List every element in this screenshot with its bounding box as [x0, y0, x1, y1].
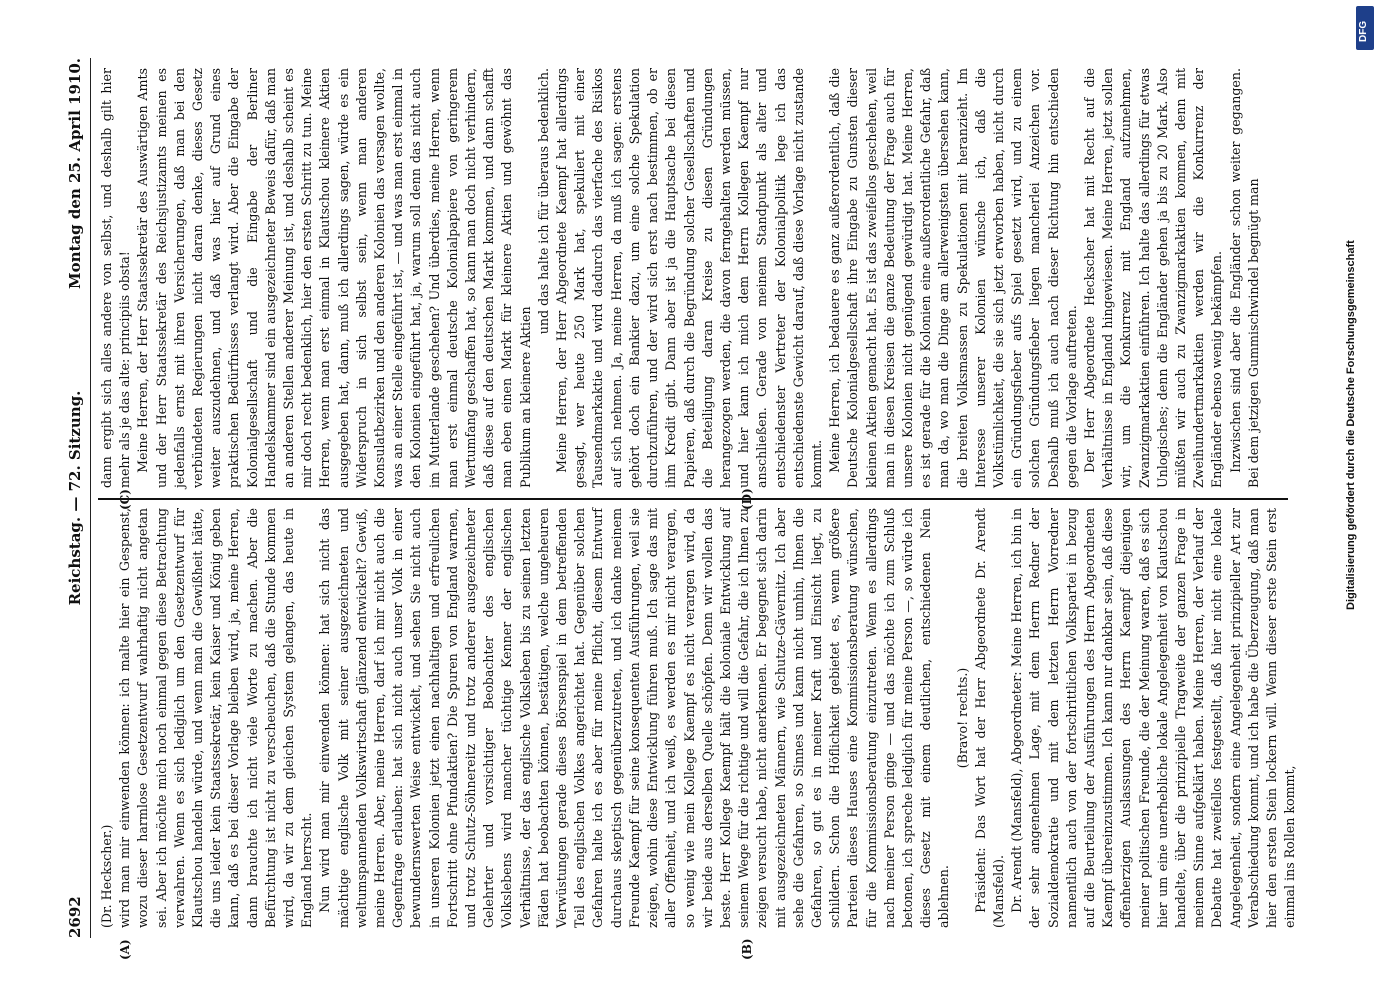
president-intro: Präsident: Das Wort hat der Herr Abgeordnete Dr. Arendt (Mansfeld).	[972, 508, 1006, 928]
dfg-logo-text: DFG	[1358, 20, 1369, 42]
page-number: 2692	[66, 896, 84, 938]
digitization-credit: Digitalisierung gefördert durch die Deutsche Forschungsgemeinschaft	[1345, 240, 1357, 610]
margin-marker-c: (C)	[118, 489, 132, 510]
paragraph: dann ergibt sich alles andere von selbst, und deshalb gilt hier mehr als je das alte: principiis obsta!	[99, 68, 133, 488]
paragraph: Meine Herren, der Herr Staatssekretär des Auswärtigen Amts und der Herr Staatssekretär des Reichsjustizamts meinen es jedenfalls ernst mit ihren Versicherungen, daß man bei den verbündeten Regierungen nicht daran denke, dieses Gesetz weiter auszudehnen, und daß was hier auf Grund eines praktischen Bedürfnisses verlangt wird. Aber die Eingabe der Kolonialgesellschaft und die Eingabe der Berliner Handelskammer sind ein ausgezeichneter Beweis dafür, daß man an anderen Stellen anderer Meinung ist, und deshalb scheint es mir doch recht bedenklich, hier den ersten Schritt zu tun. Meine Herren, wenn man erst einmal in Klautschou kleinere Aktien ausgegeben hat, dann, muß ich allerdings sagen, würde es ein Widerspruch in sich selbst sein, wenn man anderen Konsulatbezirken und den anderen Kolonien das versagen wollte, was an einer Stelle eingeführt ist, — und was man erst einmal in den Kolonien eingeführt hat, ja, warum soll denn das nicht auch im Mutterlande geschehen? Und überdies, meine Herren, wenn man erst einmal deutsche Kolonialpapiere von geringerem Wertumfang geschaffen hat, so kann man doch nicht verhindern, daß diese auf den deutschen Markt kommen, und dann schafft man eben einen Markt für kleinere Aktien und gewöhnt das Publikum an kleinere Aktien	[135, 68, 533, 488]
session-title: Reichstag. — 72. Sitzung.	[66, 390, 84, 606]
left-column	[98, 508, 1298, 928]
header-rule	[90, 58, 91, 938]
applause-note: (Bravo! rechts.)	[954, 667, 970, 769]
paragraph: Meine Herren, ich bedauere es ganz außerordentlich, daß die Deutsche Kolonialgesellschaft ihre Eingabe zu Gunsten dieser kleinen Aktien gemacht hat. Es ist das zweifellos geschehen, weil man in diesen Kreisen die ganze Bedeutung der Frage auch für unsere Kolonien nicht genügend gewürdigt hat. Meine Herren, es ist gerade für die Kolonien eine außerordentliche Gefahr, daß man da, wo man die Dinge am allerwenigsten übersehen kann, die breiten Volksmassen zu Spekulationen mit heranzieht. Im Interesse unserer Kolonien wünsche ich, daß die Volkstümlichkeit, die sie sich jetzt erworben haben, nicht durch ein Gründungsfieber aufs Spiel gesetzt wird, und zu einem solchen Gründungsfieber liegen mancherlei Anzeichen vor. Deshalb muß ich auch nach dieser Richtung hin entschieden gegen die Vorlage auftreten.	[827, 68, 1079, 488]
session-date: Montag den 25. April 1910.	[66, 58, 84, 289]
column-divider	[98, 498, 1288, 500]
margin-marker-b: (B)	[740, 938, 754, 960]
paragraph: Der Herr Abgeordnete Heckscher hat mit Recht auf die Verhältnisse in England hingewiesen. Meine Herren, jetzt sollen wir, um die Konkurrenz mit England aufzunehmen, Zwanzigmarkaktien einführen. Ich halte das allerdings für etwas Unlogisches; denn die Engländer gehen ja bis zu 20 Mark. Also müßten wir auch zu Zwanzigmarkaktien kommen, denn mit Zweihundertmarkaktien werden wir die Konkurrenz der Engländer ebenso wenig bekämpfen.	[1081, 68, 1225, 488]
paragraph: Dr. Arendt (Mansfeld), Abgeordneter: Meine Herren, ich bin in der sehr angenehmen Lage, mit dem Herrn Redner der Sozialdemokratie und mit dem letzten Herrn Vorredner namentlich auch von der fortschrittlichen Volkspartei in bezug auf die Beurteilung der Ausführungen des Herrn Abgeordneten Kaempf übereinzustimmen. Ich kann nur dankbar sein, daß diese offenherzigen Auslassungen des Herrn Kaempf diejenigen meiner politischen Freunde, die der Meinung waren, daß es sich hier um eine unerhebliche lokale Angelegenheit von Klautschou handelte, über die prinzipielle Tragweite der ganzen Frage in meinem Sinne aufgeklärt haben. Meine Herren, der Verlauf der Debatte hat zweifellos festgestellt, daß hier nicht eine lokale Angelegenheit, sondern eine Angelegenheit prinzipieller Art zur Verabschiedung kommt, und ich habe die Überzeugung, daß man hier den ersten Stein lockern will. Wenn dieser erste Stein erst einmal ins Rollen kommt,	[1009, 508, 1298, 928]
paragraph: und das halte ich für überaus bedenklich.	[535, 68, 551, 335]
margin-marker-d: (D)	[740, 488, 754, 510]
page-header	[60, 58, 88, 938]
right-column	[98, 68, 1288, 488]
paragraph: Inzwischen sind aber die Engländer schon weiter gegangen. Bei dem jetzigen Gummischwindel begnügt man	[1227, 68, 1261, 488]
speaker-lead: (Dr. Heckscher.)	[99, 824, 114, 928]
page-inner	[60, 58, 1300, 960]
paragraph: Nun wird man mir einwenden können: hat sich nicht das mächtige englische Volk mit seiner ausgezeichneten und weltumspannenden Volkswirtschaft glänzend entwickelt? Gewiß, meine Herren. Aber, meine Herren, darf ich mir nicht auch die Gegenfrage erlauben: hat sich nicht auch unser Volk in einer bewundernswerten Weise entwickelt, und sehen Sie nicht auch in unseren Kolonien jetzt einen nachhaltigen und erfreulichen Fortschritt ohne Pfundaktien? Die Spuren von England warnen, und trotz Schutz-Söhnereitz und trotz anderer ausgezeichneter Gelehrter und vorsichtiger Beobachter des englischen Volkslebens wird mancher tüchtige Kenner der englischen Verhältnisse, der das englische Volksleben bis zu seinen letzten Fäden hat beobachten können, bestätigen, welche ungeheuren Verwüstungen gerade dieses Börsenspiel in dem betreffenden Teil des englischen Volkes angerichtet hat. Gegenüber solchen Gefahren halte ich es aber für meine Pflicht, diesem Entwurf durchaus skeptisch gegenüberzutreten, und ich danke meinem Freunde Kaempf für seine konsequenten Ausführungen, weil sie zeigen, wohin diese Entwicklung führen muß. Ich sage das mit aller Offenheit, und ich weiß, es werden es mir nicht verargen, so wenig wie mein Kollege Kaempf es nicht verargen wird, da wir beide aus derselben Quelle schöpfen. Denn wir wollen das beste. Herr Kollege Kaempf hält die koloniale Entwicklung auf seinem Wege für die richtige und will die Gefahr, die ich Ihnen zu zeigen versucht habe, nicht anerkennen. Er begegnet sich darin mit ausgezeichneten Männern, wie Schutze-Gävernitz. Ich aber sehe die Gefahren, so Sinnes und kann nicht umhin, Ihnen die Gefahren, so gut es in meiner Kraft und Einsicht liegt, zu schildern. Schon die Höflichkeit gebietet es, wenn größere Parteien dieses Hauses eine Kommissionsberatung wünschen, für die Kommissionsberatung einzutreten. Wenn es allerdings nach meiner Person ginge — und das möchte ich zum Schluß betonen, ich spreche lediglich für meine Person —, so würde ich dieses Gesetz mit einem deutlichen, entschiedenen Nein ablehnen.	[317, 508, 952, 928]
paragraph: Meine Herren, der Herr Abgeordnete Kaempf hat allerdings gesagt, wer heute 250 Mark hat, spekuliert mit einer Tausendmarkaktie und wird dadurch das vierfache des Risikos auf sich nehmen. Ja, meine Herren, da muß ich sagen: erstens gehört doch ein Bankier dazu, um eine solche Spekulation durchzuführen, und der wird sich erst nach bestimmen, ob er ihm Kredit gibt. Dann aber ist ja die Hauptsache bei diesen Papieren, daß durch die Begründung solcher Gesellschaften und die Beteiligung daran Kreise zu diesen Gründungen herangezogen werden, die davon ferngehalten werden müssen, und hier kann ich mich dem Herrn Kollegen Kaempf nur anschließen. Gerade von meinem Standpunkt als alter und entschiedenster Vertreter der Kolonialpolitik lege ich das entschiedenste Gewicht darauf, daß diese Vorlage nicht zustande kommt.	[554, 68, 824, 488]
paragraph: wird man mir einwenden können: ich malte hier ein Gespenst, wozu dieser harmlose Gesetzentwurf wahrhaftig nicht angetan sei. Aber ich möchte mich noch einmal gegen diese Betrachtung verwahren. Wenn es sich lediglich um den Gesetzentwurf für Klautschou handeln würde, und wenn man die Gewißheit hätte, die uns leider kein Staatssekretär, kein Kaiser und König geben kann, daß es bei dieser Vorlage bleiben wird, ja, meine Herren, dann brauchte ich nicht viele Worte zu machen. Aber die Befürchtung ist nicht zu verscheuchen, daß die Stunde kommen wird, da wir zu dem gleichen System gelangen, das heute in England herrscht.	[117, 508, 315, 928]
margin-marker-a: (A)	[118, 939, 132, 960]
